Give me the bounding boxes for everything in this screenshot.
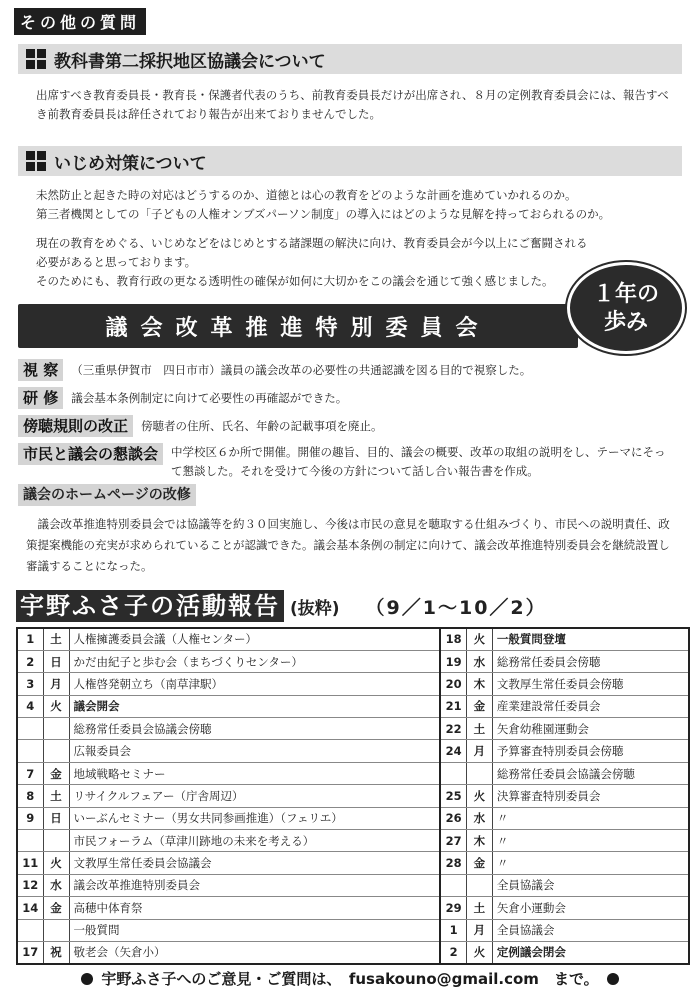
weekday-cell: 金 xyxy=(466,695,492,717)
activity-title xyxy=(16,590,547,622)
committee-item xyxy=(18,443,688,481)
table-row xyxy=(17,919,689,941)
weekday-cell: 日 xyxy=(43,650,69,672)
event-cell: 全員協議会 xyxy=(492,919,689,941)
weekday-cell: 土 xyxy=(43,785,69,807)
event-cell: 定例議会閉会 xyxy=(492,941,689,963)
weekday-cell: 火 xyxy=(466,941,492,963)
item-text: （三重県伊賀市 四日市市）議員の議会改革の必要性の共通認識を図る目的で視察した。 xyxy=(71,363,532,377)
day-cell: 26 xyxy=(440,807,466,829)
item-label: 市民と議会の懇談会 xyxy=(18,443,163,465)
weekday-cell xyxy=(43,919,69,941)
weekday-cell: 水 xyxy=(466,650,492,672)
weekday-cell: 金 xyxy=(43,762,69,784)
day-cell: 25 xyxy=(440,785,466,807)
weekday-cell xyxy=(466,874,492,896)
activity-title-main: 宇野ふさ子の活動報告 xyxy=(16,590,284,622)
weekday-cell: 月 xyxy=(43,673,69,695)
event-cell: 〃 xyxy=(492,807,689,829)
day-cell xyxy=(17,830,43,852)
footer-text: 宇野ふさ子へのご意見・ご質問は、 fusakouno@gmail.com まで。 xyxy=(101,970,599,988)
day-cell: 1 xyxy=(17,628,43,650)
event-cell: 決算審査特別委員会 xyxy=(492,785,689,807)
weekday-cell: 火 xyxy=(43,695,69,717)
event-cell: 広報委員会 xyxy=(69,740,440,762)
badge-line2: 歩み xyxy=(603,310,648,335)
table-row xyxy=(17,785,689,807)
committee-item xyxy=(18,359,531,381)
weekday-cell xyxy=(43,718,69,740)
committee-summary: 議会改革推進特別委員会では協議等を約３０回実施し、今後は市民の意見を聴取する仕組みづくり、市民への説明責任、政策提案機能の充実が求められていることが認識できた。議会基本条例の制定に向けて、議会改革推進特別委員会を継続設置し審議することになった。 xyxy=(26,517,670,573)
event-cell: いーぶんセミナー（男女共同参画推進）（フェリエ） xyxy=(69,807,440,829)
day-cell: 1 xyxy=(440,919,466,941)
item-text: 中学校区６か所で開催。開催の趣旨、目的、議会の概要、改革の取組の説明をし、テーマにそって懇談した。それを受けて今後の方針について話し合い報告書を作成。 xyxy=(171,445,666,478)
event-cell: 敬老会（矢倉小） xyxy=(69,941,440,963)
weekday-cell: 金 xyxy=(43,897,69,919)
table-row xyxy=(17,941,689,963)
squares-icon xyxy=(26,151,46,171)
q2-p3: 現在の教育をめぐる、いじめなどをはじめとする諸課題の解決に向け、教育委員会が今以上にご奮闘される必要があると思っております。 xyxy=(36,236,588,269)
table-row xyxy=(17,874,689,896)
day-cell: 21 xyxy=(440,695,466,717)
day-cell: 2 xyxy=(440,941,466,963)
event-cell: 総務常任委員会協議会傍聴 xyxy=(69,718,440,740)
item-text: 議会基本条例制定に向けて必要性の再確認ができた。 xyxy=(71,391,348,405)
weekday-cell: 月 xyxy=(466,919,492,941)
weekday-cell: 火 xyxy=(466,785,492,807)
event-cell: 産業建設常任委員会 xyxy=(492,695,689,717)
event-cell: 議会改革推進特別委員会 xyxy=(69,874,440,896)
item-label: 傍聴規則の改正 xyxy=(18,415,133,437)
q2-title: いじめ対策について xyxy=(54,153,207,174)
event-cell: 文教厚生常任委員会傍聴 xyxy=(492,673,689,695)
day-cell xyxy=(440,874,466,896)
day-cell: 4 xyxy=(17,695,43,717)
event-cell: 文教厚生常任委員会協議会 xyxy=(69,852,440,874)
activity-range: （9／1～10／2） xyxy=(365,596,547,619)
hp-label: 議会のホームページの改修 xyxy=(18,484,196,506)
table-row xyxy=(17,695,689,717)
event-cell: 高穂中体育祭 xyxy=(69,897,440,919)
weekday-cell: 日 xyxy=(43,807,69,829)
weekday-cell: 火 xyxy=(466,628,492,650)
item-label: 研 修 xyxy=(18,387,63,409)
event-cell: 〃 xyxy=(492,830,689,852)
badge-line1: １年の xyxy=(592,282,659,307)
event-cell: 予算審査特別委員会傍聴 xyxy=(492,740,689,762)
committee-item xyxy=(18,415,383,437)
day-cell xyxy=(440,762,466,784)
event-cell: 〃 xyxy=(492,852,689,874)
table-row xyxy=(17,762,689,784)
day-cell: 22 xyxy=(440,718,466,740)
table-row xyxy=(17,897,689,919)
day-cell: 20 xyxy=(440,673,466,695)
weekday-cell: 水 xyxy=(43,874,69,896)
day-cell: 18 xyxy=(440,628,466,650)
event-cell: 市民フォーラム（草津川跡地の未来を考える） xyxy=(69,830,440,852)
item-label: 視 察 xyxy=(18,359,63,381)
q2-p4: そのためにも、教育行政の更なる透明性の確保が如何に大切かをこの議会を通じて強く感じました。 xyxy=(36,274,554,288)
committee-banner: 議会改革推進特別委員会 xyxy=(18,304,578,348)
event-cell: 全員協議会 xyxy=(492,874,689,896)
q2-p2: 第三者機関としての「子どもの人権オンブズパーソン制度」の導入にはどのような見解を持っておられるのか。 xyxy=(36,207,611,221)
event-cell: 議会開会 xyxy=(69,695,440,717)
event-cell: 総務常任委員会協議会傍聴 xyxy=(492,762,689,784)
committee-item xyxy=(18,387,347,409)
table-row xyxy=(17,650,689,672)
day-cell: 3 xyxy=(17,673,43,695)
day-cell: 8 xyxy=(17,785,43,807)
q1-heading xyxy=(18,44,682,74)
event-cell: 矢倉幼稚園運動会 xyxy=(492,718,689,740)
activity-title-sub: (抜粋) xyxy=(290,598,340,619)
q2-heading xyxy=(18,146,682,176)
weekday-cell: 土 xyxy=(466,897,492,919)
day-cell: 19 xyxy=(440,650,466,672)
table-row xyxy=(17,807,689,829)
day-cell xyxy=(17,919,43,941)
item-text: 傍聴者の住所、氏名、年齢の記載事項を廃止。 xyxy=(141,419,383,433)
table-row xyxy=(17,673,689,695)
event-cell: 一般質問 xyxy=(69,919,440,941)
squares-icon xyxy=(26,49,46,69)
table-row xyxy=(17,852,689,874)
event-cell: かだ由紀子と歩む会（まちづくりセンター） xyxy=(69,650,440,672)
day-cell xyxy=(17,718,43,740)
weekday-cell: 木 xyxy=(466,830,492,852)
q1-title: 教科書第二採択地区協議会について xyxy=(54,51,326,72)
event-cell: 一般質問登壇 xyxy=(492,628,689,650)
q2-p1: 未然防止と起きた時の対応はどうするのか、道徳とは心の教育をどのような計画を進めていかれるのか。 xyxy=(36,188,577,202)
q1-text: 出席すべき教育委員長・教育長・保護者代表のうち、前教育委員長だけが出席され、８月の定例教育委員会には、報告すべき前教育委員長は辞任されており報告が出来ておりませんでした。 xyxy=(36,88,669,121)
weekday-cell: 祝 xyxy=(43,941,69,963)
weekday-cell xyxy=(43,830,69,852)
table-row xyxy=(17,628,689,650)
table-row xyxy=(17,830,689,852)
weekday-cell: 月 xyxy=(466,740,492,762)
activity-table xyxy=(16,627,690,965)
day-cell: 2 xyxy=(17,650,43,672)
bullet-icon xyxy=(607,973,619,985)
day-cell: 7 xyxy=(17,762,43,784)
weekday-cell: 金 xyxy=(466,852,492,874)
weekday-cell: 火 xyxy=(43,852,69,874)
event-cell: 総務常任委員会傍聴 xyxy=(492,650,689,672)
weekday-cell xyxy=(466,762,492,784)
day-cell: 11 xyxy=(17,852,43,874)
weekday-cell: 木 xyxy=(466,673,492,695)
weekday-cell: 土 xyxy=(43,628,69,650)
section-tag: その他の質問 xyxy=(14,8,146,35)
anniversary-badge xyxy=(567,262,685,354)
bullet-icon xyxy=(81,973,93,985)
event-cell: 人権擁護委員会議（人権センター） xyxy=(69,628,440,650)
weekday-cell: 水 xyxy=(466,807,492,829)
day-cell: 14 xyxy=(17,897,43,919)
table-row xyxy=(17,740,689,762)
footer xyxy=(30,968,670,989)
day-cell xyxy=(17,740,43,762)
weekday-cell: 土 xyxy=(466,718,492,740)
day-cell: 24 xyxy=(440,740,466,762)
day-cell: 28 xyxy=(440,852,466,874)
event-cell: 地域戦略セミナー xyxy=(69,762,440,784)
day-cell: 12 xyxy=(17,874,43,896)
day-cell: 9 xyxy=(17,807,43,829)
event-cell: 矢倉小運動会 xyxy=(492,897,689,919)
day-cell: 27 xyxy=(440,830,466,852)
weekday-cell xyxy=(43,740,69,762)
day-cell: 17 xyxy=(17,941,43,963)
day-cell: 29 xyxy=(440,897,466,919)
event-cell: 人権啓発朝立ち（南草津駅） xyxy=(69,673,440,695)
table-row xyxy=(17,718,689,740)
event-cell: リサイクルフェアー（庁舎周辺） xyxy=(69,785,440,807)
